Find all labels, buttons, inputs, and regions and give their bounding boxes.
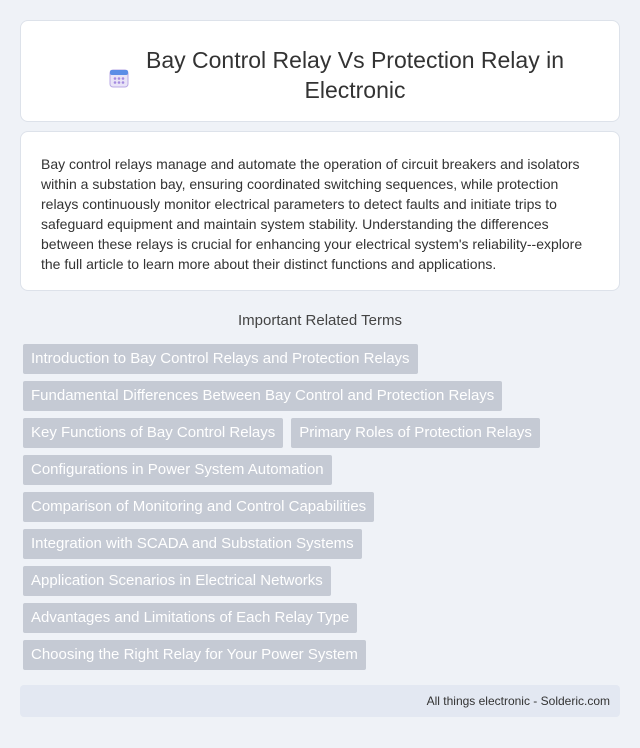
related-term-tag[interactable]: Fundamental Differences Between Bay Control and Protection Relays — [23, 381, 502, 411]
title-card — [20, 20, 620, 122]
related-term-tag[interactable]: Advantages and Limitations of Each Relay Type — [23, 603, 357, 633]
description-text: Bay control relays manage and automate the operation of circuit breakers and isolators within a substation bay, ensuring coordinated switching sequences, while protection relays continuously monitor electrical parameters to detect faults and initiate trips to safeguard equipment and maintain system stability. Understanding the differences between these relays is crucial for enhancing your electrical system's reliability--explore the full article to learn more about their distinct functions and applications. — [41, 156, 583, 272]
related-term-tag[interactable]: Configurations in Power System Automation — [23, 455, 332, 485]
related-term-tag[interactable]: Introduction to Bay Control Relays and Protection Relays — [23, 344, 418, 374]
related-term-tag[interactable]: Key Functions of Bay Control Relays — [23, 418, 283, 448]
related-term-tag[interactable]: Comparison of Monitoring and Control Capabilities — [23, 492, 374, 522]
calendar-icon — [109, 68, 129, 88]
description-card — [20, 131, 620, 291]
related-terms-list — [23, 344, 603, 670]
related-terms-heading: Important Related Terms — [238, 312, 402, 329]
related-term-tag[interactable]: Choosing the Right Relay for Your Power System — [23, 640, 366, 670]
footer — [20, 685, 620, 717]
footer-text: All things electronic - Solderic.com — [426, 694, 610, 708]
related-term-tag[interactable]: Primary Roles of Protection Relays — [291, 418, 540, 448]
related-term-tag[interactable]: Application Scenarios in Electrical Networks — [23, 566, 331, 596]
page-title: Bay Control Relay Vs Protection Relay in Electronic — [145, 47, 565, 103]
related-term-tag[interactable]: Integration with SCADA and Substation Systems — [23, 529, 362, 559]
